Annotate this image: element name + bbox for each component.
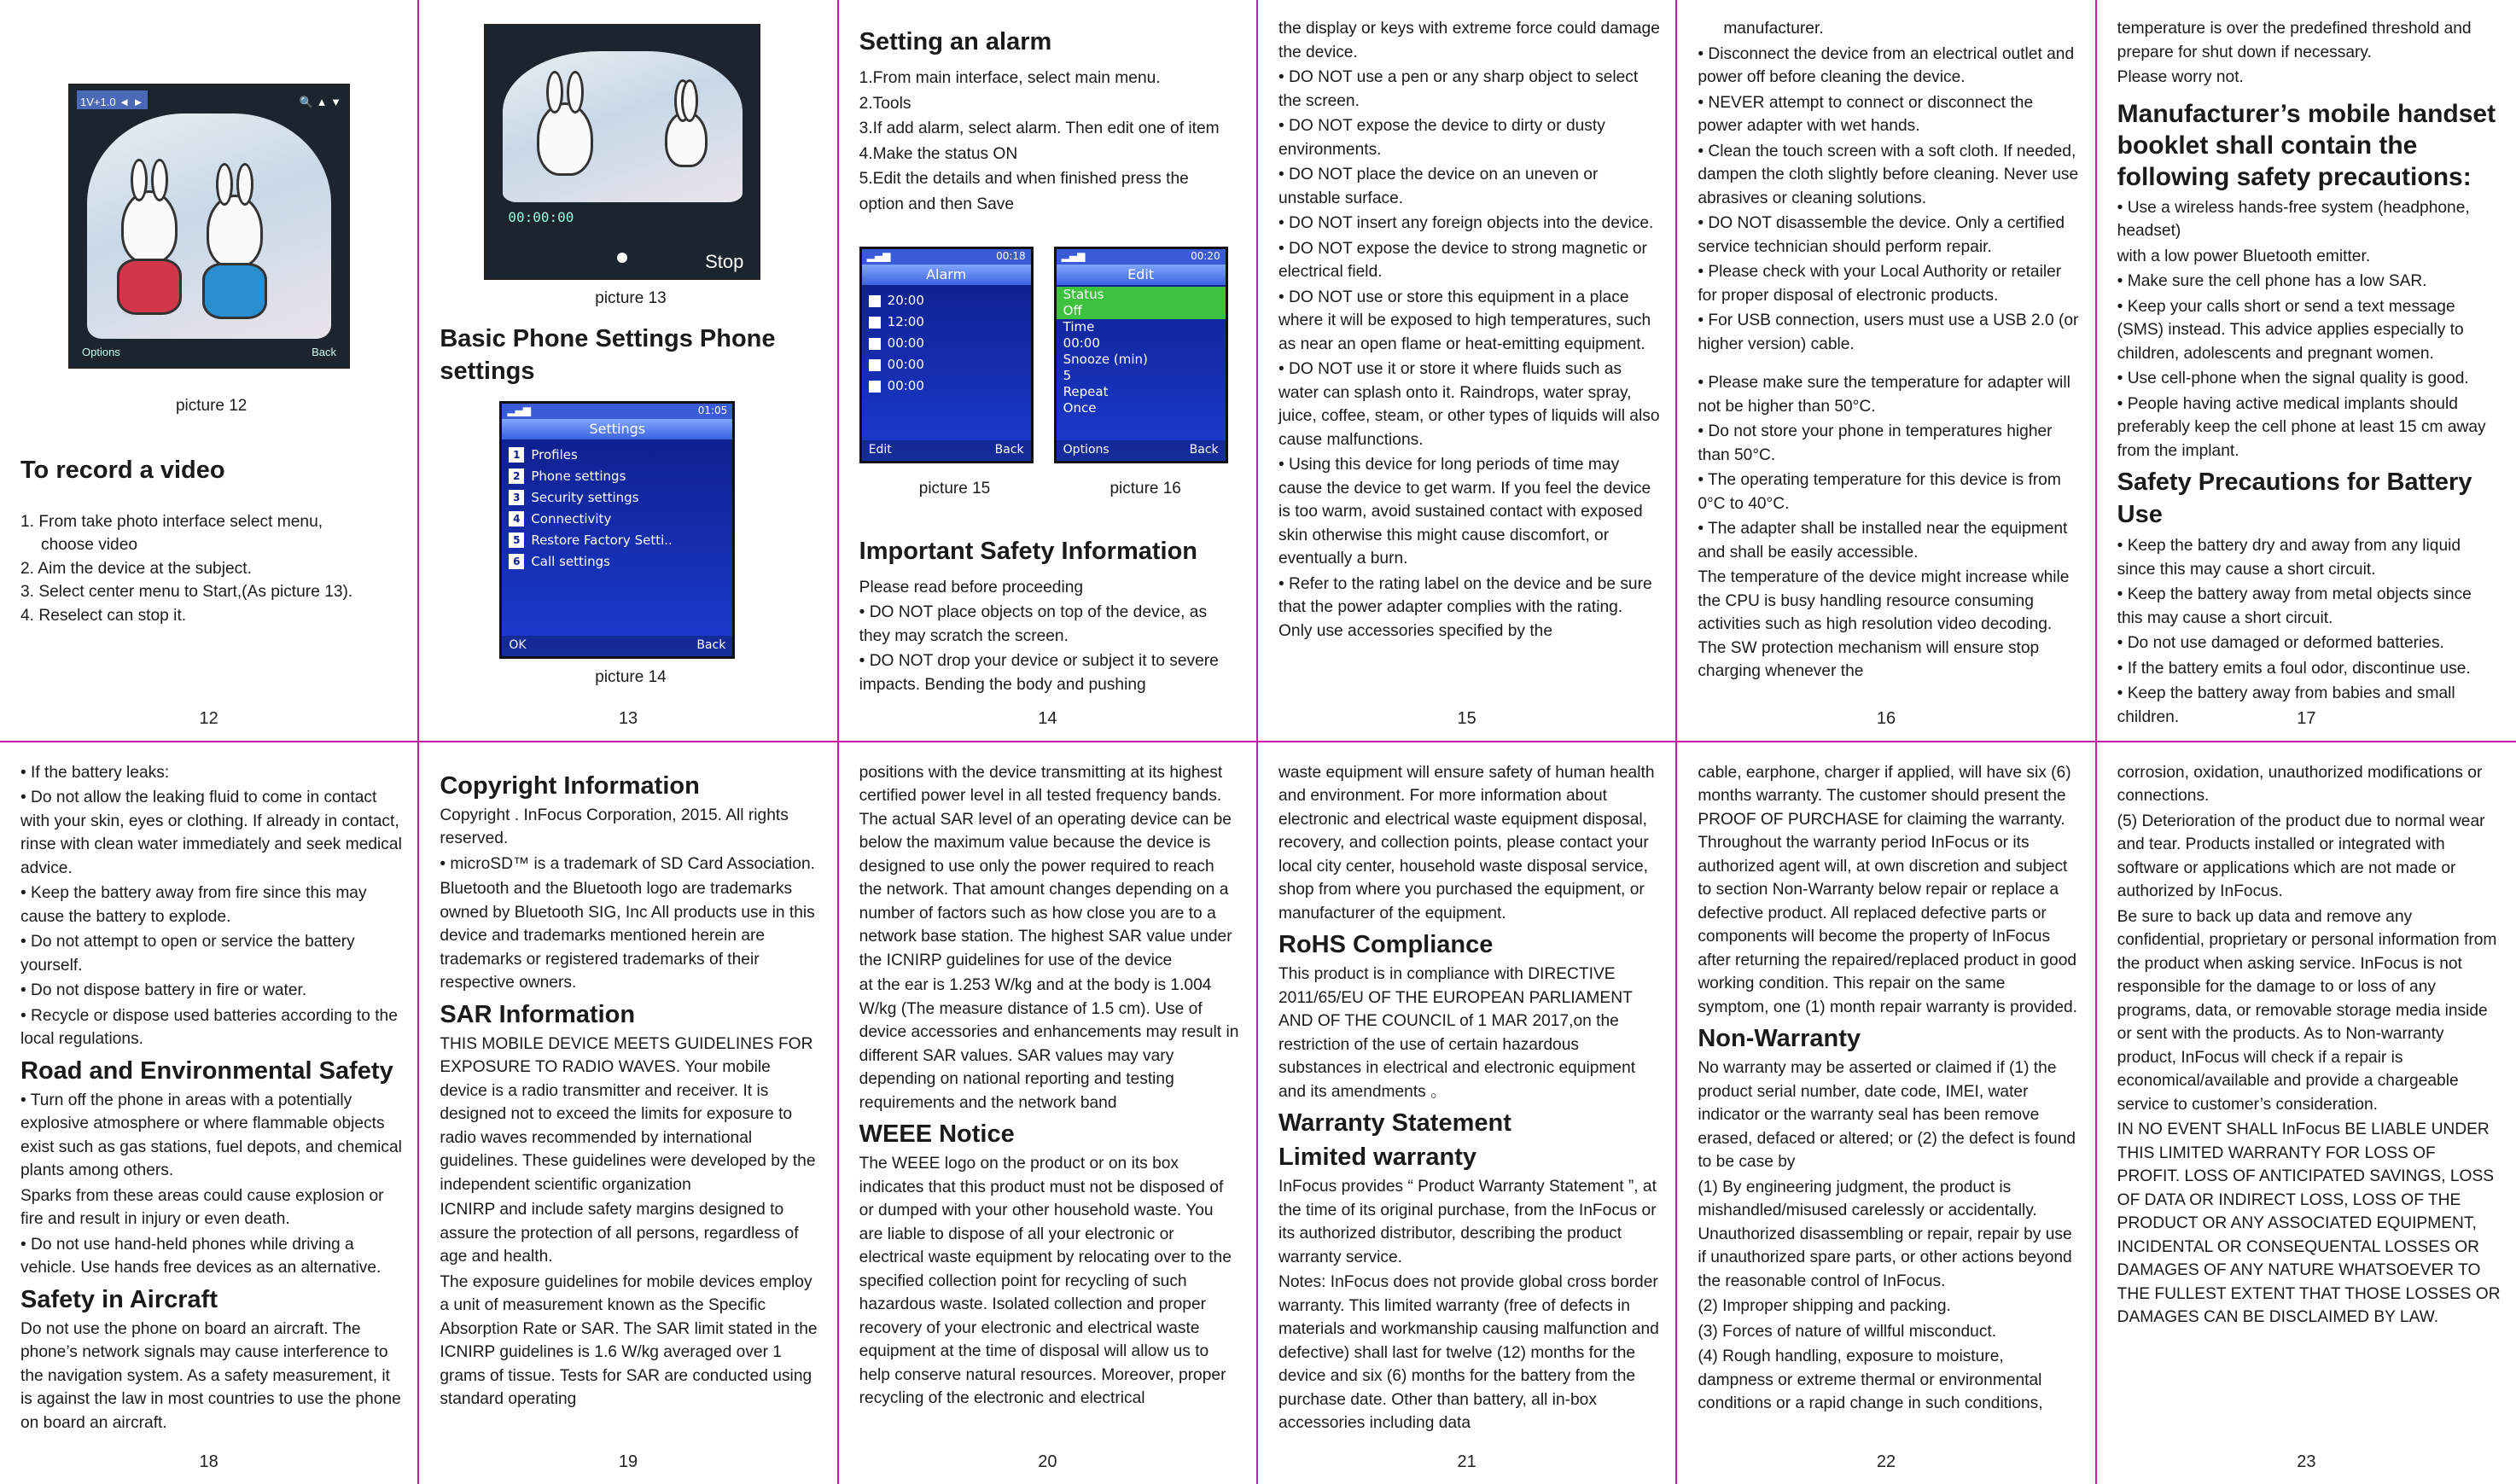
battery-safety-heading: Safety Precautions for Battery Use: [2117, 468, 2472, 528]
page-number: 18: [199, 1452, 218, 1471]
item-number: 2: [509, 468, 524, 484]
bunny-scene: [87, 113, 332, 339]
safety-paragraph: • DO NOT use a pen or any sharp object to select the screen.: [1278, 68, 1639, 110]
limited-warranty-heading: Limited warranty: [1278, 1144, 1477, 1171]
battery-leak-item: • Recycle or dispose used batteries according to the local regulations.: [20, 1006, 398, 1048]
bunny-right: [207, 195, 263, 268]
weee-text: waste equipment will ensure safety of human health and environment. For more information about electronic and electrical waste equipment disposal, recovery, and collection points, please contact your local city center, household waste disposal service, shop from where you purchased the equipment, or manufacturer of the equipment.: [1278, 763, 1655, 922]
step-item: 4. Reselect can stop it.: [20, 606, 187, 625]
checkbox[interactable]: [869, 381, 881, 393]
non-warranty-item: (5) Deterioration of the product due to normal wear and tear. Products installed or integrated with software or applications which are not made or authorized by InFocus.: [2117, 812, 2485, 900]
edit-softkeys: [1057, 440, 1226, 461]
signal-icon: ▂▄▆: [866, 250, 891, 263]
temperature-paragraph: • Do not store your phone in temperatures higher than 50°C.: [1698, 422, 2053, 464]
edit-field-status[interactable]: Status: [1057, 287, 1226, 303]
picture-13-caption: picture 13: [595, 289, 667, 307]
bunny-left-body: [117, 259, 182, 315]
settings-item[interactable]: [509, 551, 725, 573]
settings-status-bar: [502, 404, 732, 419]
settings-softkeys: [502, 636, 732, 656]
sar-item: positions with the device transmitting at its highest certified power level in all tested frequency bands. The actual SAR level of an operating device can be below the maximum value because the device is designed to use only the power required to reach the network. That amount changes depending on a number of factors such as how close you are to a network base station. The highest SAR value under the ICNIRP guidelines for use of the device: [859, 763, 1232, 969]
alarm-screens: [859, 247, 1241, 463]
intro-line: temperature is over the predefined threshold and prepare for shut down if necessary.: [2117, 20, 2472, 61]
status-time: 01:05: [697, 404, 728, 416]
signal-icon: ▂▄▆: [507, 404, 532, 416]
picture-12-photo: [68, 84, 350, 369]
weee-text: The WEEE logo on the product or on its box indicates that this product must not be disposed of or dumped with your other household waste. You are liable to dispose of all your electronic or electrical waste equipment by relocating over to the specified collection point for recycling of such hazardous waste. Isolated collection and proper recovery of your electronic and electrical waste equipment at the time of disposal will allow us to help conserve natural resources. Moreover, proper recycling of the electronic and electrical: [859, 1155, 1232, 1407]
item-label: Security settings: [531, 489, 639, 505]
step-item: 1. From take photo interface select menu,: [20, 512, 323, 531]
page-17: [2097, 0, 2516, 742]
sar-heading: SAR Information: [440, 1000, 636, 1028]
page-16-content: [1698, 17, 2079, 698]
battery-leak-item: • Do not dispose battery in fire or water.: [20, 981, 307, 999]
back-softkey[interactable]: Back: [1189, 443, 1219, 457]
safety-paragraph: • DO NOT drop your device or subject it to severe impacts. Bending the body and pushing: [859, 652, 1219, 694]
battery-item: • Keep the battery away from metal objects since this may cause a short circuit.: [2117, 585, 2472, 627]
page-18-content: [20, 761, 402, 1442]
non-warranty-item: No warranty may be asserted or claimed if (1) the product serial number, date code, IMEI, water indicator or the warranty seal has been remove erased, defaced or altered; or (2) the defect is found to be case by: [1698, 1059, 2076, 1171]
picture-12-caption: picture 12: [175, 397, 248, 415]
photo-back-label: Back: [312, 345, 336, 358]
edit-value-snooze[interactable]: 5: [1063, 368, 1072, 383]
temperature-paragraph: • The adapter shall be installed near the equipment and shall be easily accessible.: [1698, 520, 2068, 562]
temperature-paragraph: • The operating temperature for this device is from 0°C to 40°C.: [1698, 471, 2061, 513]
alarm-captions: [859, 477, 1241, 501]
page-21: [1258, 742, 1677, 1484]
settings-list: [502, 439, 732, 578]
aircraft-safety-text: Do not use the phone on board an aircraft. The phone’s network signals may cause interference to the navigation system. As a safety measurement, it is against the law in most countries to use the phone on board an aircraft.: [20, 1319, 401, 1432]
road-safety-item: Sparks from these areas could cause explosion or fire and result in injury or even death.: [20, 1186, 384, 1228]
intro-line: Please worry not.: [2117, 68, 2244, 86]
safety-paragraph: • DO NOT insert any foreign objects into the device.: [1278, 214, 1654, 232]
photo-zoom-label: 1V+1.0 ◄ ►: [77, 90, 148, 109]
page-number: 14: [1038, 708, 1057, 728]
video-stop-button[interactable]: Stop: [705, 250, 744, 272]
checkbox[interactable]: [869, 317, 881, 329]
alarm-item[interactable]: [869, 333, 1024, 354]
alarm-status-bar: [862, 249, 1031, 265]
handset-booklet-heading: Manufacturer’s mobile handset booklet shall contain the following safety precautions:: [2117, 99, 2496, 191]
page-number: 19: [618, 1452, 638, 1471]
page-number: 21: [1457, 1452, 1476, 1471]
edit-field-time[interactable]: Time: [1063, 319, 1095, 335]
safety-paragraph: • Please check with your Local Authority or retailer for proper disposal of electronic products.: [1698, 263, 2062, 305]
bunny-right-body: [202, 263, 267, 319]
video-timecode: 00:00:00: [508, 208, 574, 225]
item-number: 4: [509, 511, 524, 527]
photo-tool-icons: 🔍 ▲ ▼: [299, 96, 341, 108]
battery-leak-item: • Do not attempt to open or service the battery yourself.: [20, 933, 355, 975]
item-label: Phone settings: [531, 468, 626, 484]
step-item: choose video: [41, 536, 138, 554]
edit-field-repeat[interactable]: Repeat: [1063, 384, 1109, 399]
item-number: 6: [509, 554, 524, 569]
picture-16-caption: picture 16: [1109, 480, 1181, 498]
item-label: Profiles: [531, 446, 578, 463]
page-15: [1258, 0, 1677, 742]
options-softkey[interactable]: Options: [1063, 443, 1109, 457]
page-16: [1677, 0, 2096, 742]
road-safety-item: • Turn off the phone in areas with a potentially explosive atmosphere or where flammable objects exist such as gas stations, fuel depots, and chemical plants among others.: [20, 1091, 402, 1179]
alarm-list: [862, 285, 1031, 402]
copyright-heading: Copyright Information: [440, 771, 700, 800]
safety-paragraph: • DO NOT expose the device to strong magnetic or electrical field.: [1278, 239, 1647, 281]
edit-status-bar: [1057, 249, 1226, 265]
precaution-item: • Use a wireless hands-free system (headphone, headset): [2117, 198, 2470, 240]
page-number: 16: [1876, 708, 1896, 728]
edit-field-snooze[interactable]: Snooze (min): [1063, 352, 1148, 367]
edit-softkey[interactable]: Edit: [868, 443, 892, 457]
warranty-text: InFocus provides “ Product Warranty Statement ”, at the time of its original purchase, from the InFocus or its authorized distributor, describing the product warranty service.: [1278, 1178, 1657, 1266]
page-19: [419, 742, 838, 1484]
page-18: [0, 742, 419, 1484]
edit-list: [1057, 285, 1226, 422]
safety-paragraph: • Using this device for long periods of time may cause the device to get warm. If you feel the device is too warm, avoid sustained contact with exposed skin otherwise this might cause discomfort, or eventually a burn.: [1278, 456, 1651, 567]
safety-paragraph: • For USB connection, users must use a USB 2.0 (or higher version) cable.: [1698, 311, 2079, 353]
alarm-item[interactable]: [869, 375, 1024, 397]
alarm-steps: [859, 67, 1241, 216]
copyright-item: Copyright . InFocus Corporation, 2015. All rights reserved.: [440, 806, 789, 847]
sar-item: THIS MOBILE DEVICE MEETS GUIDELINES FOR EXPOSURE TO RADIO WAVES. Your mobile device is a radio transmitter and receiver. It is designed not to exceed the limits for exposure to radio waves recommended by international guidelines. These guidelines were developed by the independent scientific organization: [440, 1034, 816, 1194]
alarm-item[interactable]: [869, 290, 1024, 311]
rohs-heading: RoHS Compliance: [1278, 931, 1494, 958]
safety-paragraph: • DO NOT expose the device to dirty or dusty environments.: [1278, 117, 1605, 159]
temperature-paragraph: The temperature of the device might increase while the CPU is busy handling resource consuming activities such as high resolution video decoding. The SW protection mechanism will ensure stop charging whenever the: [1698, 568, 2070, 680]
page-14: [839, 0, 1258, 742]
safety-paragraph: • Disconnect the device from an electrical outlet and power off before cleaning the device.: [1698, 44, 2075, 86]
settings-title: Settings: [502, 419, 732, 439]
warranty-notes: Notes: InFocus does not provide global cross border warranty. This limited warranty (free of defects in materials and workmanship causing malfunction and defective) shall last for twelve (12) months for the device and six (6) months for the battery from the purchase date. Other than battery, all in-box accessories including data: [1278, 1273, 1659, 1432]
alarm-step: option and then Save: [859, 195, 1015, 213]
checkbox[interactable]: [869, 295, 881, 307]
page-13: [419, 0, 838, 742]
settings-item[interactable]: [509, 487, 725, 509]
safety-paragraph: the display or keys with extreme force could damage the device.: [1278, 20, 1660, 61]
video-bunny: [537, 102, 593, 176]
back-softkey[interactable]: Back: [994, 443, 1024, 457]
checkbox[interactable]: [869, 338, 881, 350]
precaution-item: • Make sure the cell phone has a low SAR.: [2117, 272, 2427, 290]
item-label: Call settings: [531, 553, 610, 569]
safety-paragraph: • DO NOT disassemble the device. Only a certified service technician should perform repair.: [1698, 214, 2065, 256]
item-number: 5: [509, 532, 524, 548]
item-number: 3: [509, 490, 524, 505]
alarm-item[interactable]: [869, 354, 1024, 375]
checkbox[interactable]: [869, 359, 881, 371]
temperature-paragraph: • Please make sure the temperature for adapter will not be higher than 50°C.: [1698, 374, 2070, 416]
spacer: [1698, 358, 2079, 371]
non-warranty-item: (2) Improper shipping and packing.: [1698, 1297, 1951, 1315]
page-19-content: [440, 761, 821, 1442]
picture-15-caption: picture 15: [918, 480, 991, 498]
step-item: 2. Aim the device at the subject.: [20, 559, 252, 578]
non-warranty-item: corrosion, oxidation, unauthorized modifications or connections.: [2117, 763, 2483, 805]
alarm-step: 1.From main interface, select main menu.: [859, 69, 1161, 87]
liability-text: IN NO EVENT SHALL InFocus BE LIABLE UNDER THIS LIMITED WARRANTY FOR LOSS OF PROFIT. LOSS OF ANTICIPATED SAVINGS, LOSS OF DATA OR INDIRECT LOSS, LOSS OF THE PRODUCT OR ANY ASSOCIATED EQUIPMENT, INCIDENTAL OR CONSEQUENTAL LOSSES OR DAMAGES OF ANY NATURE WHATSOEVER TO THE FULLEST EXTENT THAT THOSE LOSSES OR DAMAGES CAN BE DISCLAIMED BY LAW.: [2117, 1120, 2501, 1326]
alarm-step: 5.Edit the details and when finished press the: [859, 170, 1189, 188]
photo-softkeys: [70, 340, 348, 364]
safety-paragraph: • DO NOT use or store this equipment in a place where it will be exposed to high temperatures, such as near an open flame or heat-emitting equipment.: [1278, 288, 1651, 353]
page-22-content: [1698, 761, 2079, 1442]
step-item: 3. Select center menu to Start,(As picture 13).: [20, 583, 353, 601]
sar-item: at the ear is 1.253 W/kg and at the body is 1.004 W/kg (The measure distance of 1.5 cm). Use of device accessories and enhancements may result in different SAR values. SAR values may vary depending on national reporting and testing requirements and the network band: [859, 976, 1239, 1112]
alarm-step: 3.If add alarm, select alarm. Then edit one of item: [859, 119, 1220, 137]
record-dot-icon: [617, 253, 627, 263]
status-time: 00:18: [996, 250, 1026, 263]
alarm-edit-screen: [1054, 247, 1228, 463]
phone-settings-heading: Basic Phone Settings Phone settings: [440, 324, 776, 385]
edit-value-repeat[interactable]: Once: [1063, 400, 1097, 416]
alarm-heading: Setting an alarm: [859, 28, 1052, 55]
precaution-item: • Use cell-phone when the signal quality is good.: [2117, 370, 2469, 387]
copyright-item: • microSD™ is a trademark of SD Card Association.: [440, 854, 815, 873]
copyright-item: Bluetooth and the Bluetooth logo are trademarks owned by Bluetooth SIG, Inc All products use in this device and trademarks mentioned herein are trademarks or registered trademarks of their respective owners.: [440, 880, 815, 992]
page-20-content: [859, 761, 1241, 1442]
page-21-content: [1278, 761, 1660, 1442]
edit-value-status[interactable]: Off: [1057, 303, 1226, 319]
page-23: [2097, 742, 2516, 1484]
safety-paragraph: Please read before proceeding: [859, 578, 1084, 597]
alarm-screen: [859, 247, 1034, 463]
settings-item[interactable]: [509, 466, 725, 487]
back-softkey[interactable]: Back: [696, 637, 726, 652]
non-warranty-item: (4) Rough handling, exposure to moisture, dampness or extreme thermal or environmental conditions or a rapid change in such conditions,: [1698, 1347, 2043, 1412]
page-14-content: [859, 22, 1241, 698]
video-bunny-2: [665, 111, 708, 167]
battery-item: • Do not use damaged or deformed batteries.: [2117, 634, 2444, 652]
settings-item[interactable]: [509, 445, 725, 466]
alarm-step: 4.Make the status ON: [859, 144, 1018, 163]
photo-toolbar: [77, 90, 341, 109]
non-warranty-item: (1) By engineering judgment, the product is mishandled/misused carelessly or accidentally. Unauthorized disassembling or repair, repair by use if unauthorized spare parts, or other actions beyond the reasonable control of InFocus.: [1698, 1178, 2072, 1290]
safety-paragraph: • DO NOT place the device on an uneven or unstable surface.: [1278, 166, 1599, 207]
page-22: [1677, 742, 2096, 1484]
page-number: 13: [618, 708, 638, 728]
edit-title: Edit: [1057, 265, 1226, 285]
page-number: 12: [199, 708, 218, 728]
settings-item[interactable]: [509, 530, 725, 551]
item-number: 1: [509, 447, 524, 463]
battery-leak-item: • Keep the battery away from fire since this may cause the battery to explode.: [20, 884, 367, 926]
battery-item: • If the battery emits a foul odor, discontinue use.: [2117, 659, 2471, 678]
item-label: Restore Factory Setti..: [531, 532, 673, 548]
sar-item: ICNIRP and include safety margins designed to assure the protection of all persons, regardless of age and health.: [440, 1201, 799, 1266]
alarm-time: 00:00: [887, 378, 924, 393]
precaution-item: with a low power Bluetooth emitter.: [2117, 247, 2371, 265]
safety-paragraph: • Clean the touch screen with a soft cloth. If needed, dampen the cloth slightly before cleaning. Never use abrasives or cleaning solutions.: [1698, 142, 2079, 207]
safety-paragraph: manufacturer.: [1723, 20, 1824, 38]
alarm-time: 12:00: [887, 314, 924, 329]
settings-screen: [499, 401, 735, 659]
alarm-time: 00:00: [887, 357, 924, 372]
page-number: 22: [1876, 1452, 1896, 1471]
warranty-text: cable, earphone, charger if applied, will have six (6) months warranty. The customer should present the PROOF OF PURCHASE for claiming the warranty. Throughout the warranty period InFocus or its authorized agent will, at own discretion and subject to section Non-Warranty below repair or replace a defective product. All replaced defective parts or components will become the property of InFocus after returning the repaired/replaced product in good working condition. This repair on the same symptom, one (1) month repair warranty is provided.: [1698, 763, 2078, 1016]
precaution-item: • Keep your calls short or send a text message (SMS) instead. This advice applies especially to children, adolescents and pregnant women.: [2117, 297, 2464, 363]
settings-item[interactable]: [509, 509, 725, 530]
video-scene: [503, 51, 743, 203]
alarm-time: 00:00: [887, 335, 924, 351]
alarm-item[interactable]: [869, 311, 1024, 333]
safety-paragraph: • Refer to the rating label on the device and be sure that the power adapter complies with the rating. Only use accessories specified by the: [1278, 574, 1652, 640]
rohs-text: This product is in compliance with DIRECTIVE 2011/65/EU OF THE EUROPEAN PARLIAMENT AND OF THE COUNCIL of 1 MAR 2017,on the restriction of the use of certain hazardous substances in electrical and electronic equipment and its amendments 。: [1278, 965, 1636, 1101]
ok-softkey[interactable]: OK: [509, 637, 527, 652]
alarm-softkeys: [862, 440, 1031, 461]
record-video-heading: To record a video: [20, 456, 225, 484]
non-warranty-heading: Non-Warranty: [1698, 1025, 1861, 1052]
safety-paragraph: • NEVER attempt to connect or disconnect the power adapter with wet hands.: [1698, 93, 2034, 135]
page-23-content: [2117, 761, 2501, 1442]
safety-paragraph: • DO NOT use it or store it where fluids such as water can splash onto it. Raindrops, water spray, juice, coffee, steam, or other types of liquids will also cause malfunctions.: [1278, 360, 1660, 449]
non-warranty-item: (3) Forces of nature of willful misconduct.: [1698, 1322, 1997, 1341]
photo-options-label: Options: [82, 345, 120, 358]
picture-14-caption: picture 14: [595, 667, 667, 686]
page-13-content: [440, 24, 821, 698]
road-safety-heading: Road and Environmental Safety: [20, 1056, 393, 1085]
page-number: 23: [2297, 1452, 2316, 1471]
item-label: Connectivity: [531, 510, 612, 527]
bunny-left: [121, 190, 178, 264]
edit-value-time[interactable]: 00:00: [1063, 335, 1100, 351]
page-number: 15: [1457, 708, 1476, 728]
sar-item: The exposure guidelines for mobile devices employ a unit of measurement known as the Specific Absorption Rate or SAR. The SAR limit stated in the ICNIRP guidelines is 1.6 W/kg averaged over 1 grams of tissue. Tests for SAR are conducted using standard operating: [440, 1272, 818, 1408]
alarm-time: 20:00: [887, 293, 924, 308]
page-12: [0, 0, 419, 742]
page-number: 17: [2297, 708, 2316, 728]
safety-info-heading: Important Safety Information: [859, 537, 1198, 565]
aircraft-safety-heading: Safety in Aircraft: [20, 1285, 218, 1313]
battery-item: • Keep the battery dry and away from any liquid since this may cause a short circuit.: [2117, 537, 2461, 579]
non-warranty-item: Be sure to back up data and remove any confidential, proprietary or personal information from the product when asking service. InFocus is not responsible for the damage to or loss of any programs, data, or removable storage media inside or sent with the products. As to Non-warranty product, InFocus will check if a repair is economical/available and provide a chargeable service to customer’s consideration.: [2117, 907, 2497, 1114]
road-safety-item: • Do not use hand-held phones while driving a vehicle. Use hands free devices as an alternative.: [20, 1235, 381, 1277]
signal-icon: ▂▄▆: [1061, 250, 1086, 263]
alarm-title: Alarm: [862, 265, 1031, 285]
precaution-item: • People having active medical implants should preferably keep the cell phone at least 15 cm away from the implant.: [2117, 394, 2486, 460]
battery-item: • Keep the battery away from babies and small children.: [2117, 684, 2455, 726]
safety-paragraph: • DO NOT place objects on top of the device, as they may scratch the screen.: [859, 603, 1208, 645]
picture-13-video: [484, 24, 760, 280]
alarm-step: 2.Tools: [859, 94, 911, 113]
page-20: [839, 742, 1258, 1484]
warranty-heading: Warranty Statement: [1278, 1109, 1511, 1137]
page-15-content: [1278, 17, 1660, 698]
battery-leak-item: • Do not allow the leaking fluid to come in contact with your skin, eyes or clothing. If already in contact, rinse with clean water immediately and seek medical advice.: [20, 789, 402, 877]
weee-heading: WEEE Notice: [859, 1120, 1015, 1148]
page-12-content: [20, 22, 402, 698]
page-number: 20: [1038, 1452, 1057, 1471]
battery-leak-item: • If the battery leaks:: [20, 763, 170, 782]
status-time: 00:20: [1191, 250, 1220, 263]
record-video-steps: [20, 510, 402, 628]
